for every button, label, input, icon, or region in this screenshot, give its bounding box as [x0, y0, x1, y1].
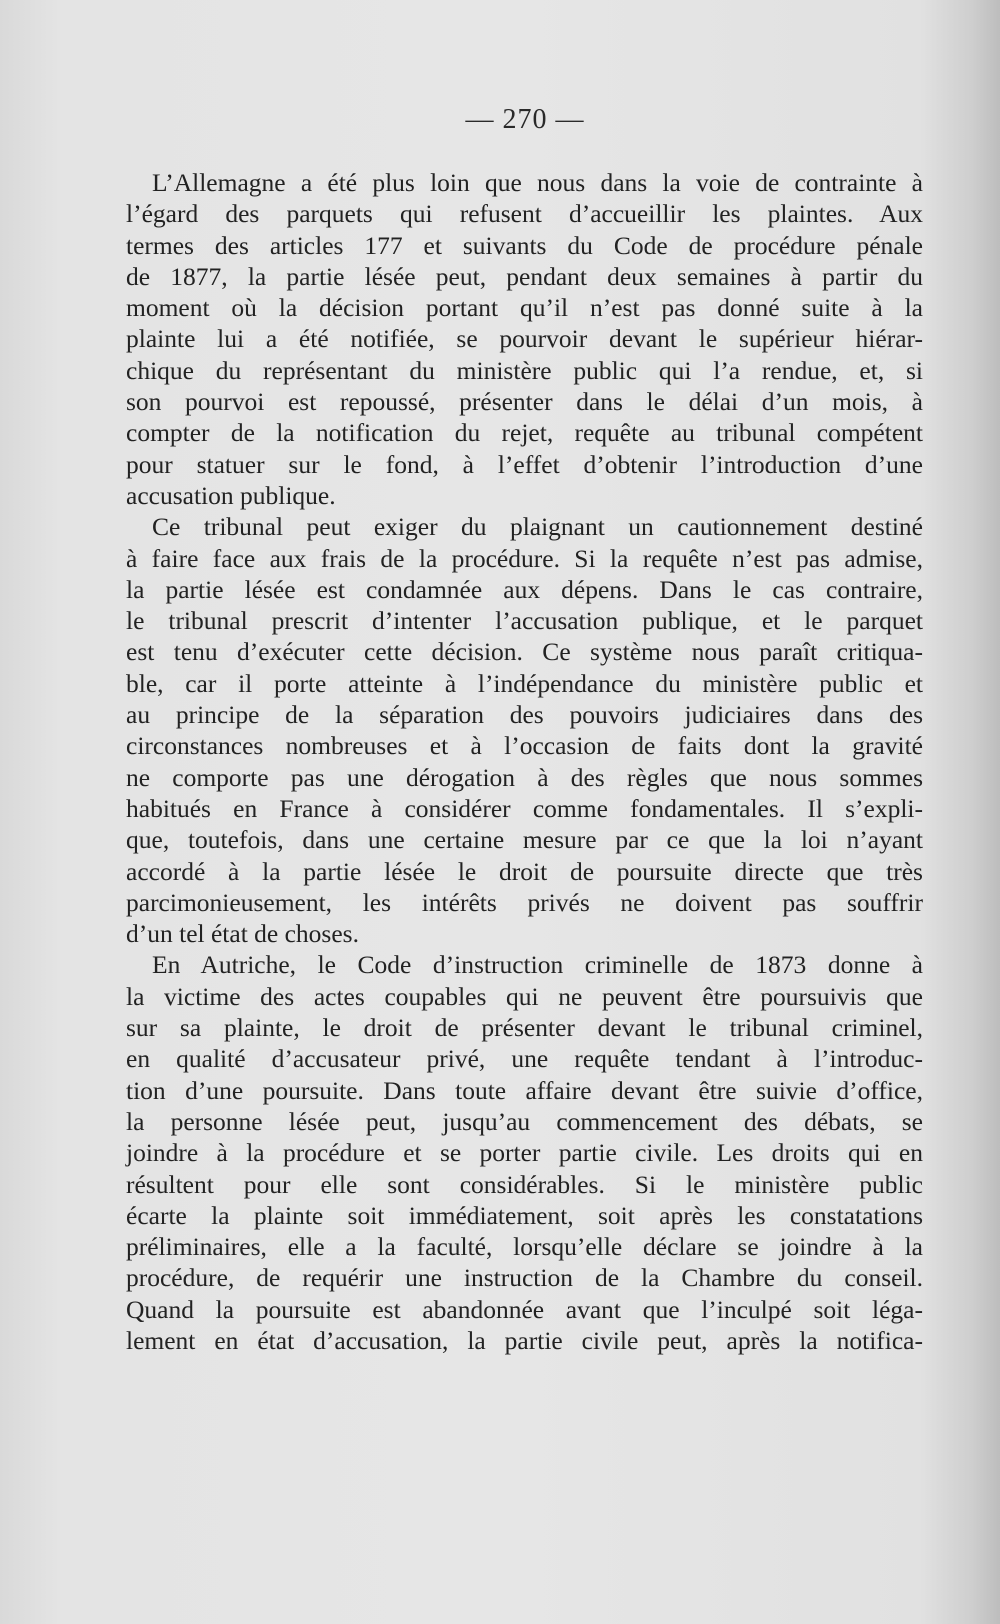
- page-number: — 270 —: [465, 104, 585, 135]
- text-line: son pourvoi est repoussé, présenter dans le délai d’un mois, à: [126, 387, 923, 417]
- text-line: compter de la notification du rejet, requête au tribunal compétent: [126, 418, 923, 448]
- text-line: En Autriche, le Code d’instruction criminelle de 1873 donne à: [152, 950, 923, 980]
- text-line: ne comporte pas une dérogation à des règles que nous sommes: [126, 762, 923, 792]
- text-line: Ce tribunal peut exiger du plaignant un cautionnement destiné: [152, 512, 923, 542]
- text-line: habitués en France à considérer comme fondamentales. Il s’expli-: [126, 793, 923, 823]
- text-line: procédure, de requérir une instruction de la Chambre du conseil.: [126, 1263, 923, 1293]
- text-line: termes des articles 177 et suivants du Code de procédure pénale: [126, 230, 923, 260]
- text-line: pour statuer sur le fond, à l’effet d’obtenir l’introduction d’une: [126, 449, 923, 479]
- text-line: moment où la décision portant qu’il n’est pas donné suite à la: [126, 293, 923, 323]
- text-line: chique du représentant du ministère public qui l’a rendue, et, si: [126, 355, 923, 385]
- text-line: en qualité d’accusateur privé, une requête tendant à l’introduc-: [126, 1044, 923, 1074]
- text-line: accusation publique.: [126, 480, 336, 510]
- text-line: tion d’une poursuite. Dans toute affaire devant être suivie d’office,: [126, 1075, 923, 1105]
- text-line: Quand la poursuite est abandonnée avant que l’inculpé soit léga-: [126, 1294, 923, 1324]
- text-line: joindre à la procédure et se porter partie civile. Les droits qui en: [126, 1138, 923, 1168]
- text-line: préliminaires, elle a la faculté, lorsqu’elle déclare se joindre à la: [126, 1232, 923, 1262]
- text-line: ble, car il porte atteinte à l’indépendance du ministère public et: [126, 668, 923, 698]
- text-line: le tribunal prescrit d’intenter l’accusation publique, et le parquet: [126, 606, 923, 636]
- text-line: à faire face aux frais de la procédure. Si la requête n’est pas admise,: [126, 543, 923, 573]
- text-line: d’un tel état de choses.: [126, 919, 359, 949]
- text-line: l’égard des parquets qui refusent d’accueillir les plaintes. Aux: [126, 199, 923, 229]
- text-line: plainte lui a été notifiée, se pourvoir devant le supérieur hiérar-: [126, 324, 923, 354]
- text-line: la victime des actes coupables qui ne peuvent être poursuivis que: [126, 981, 923, 1011]
- text-line: la partie lésée est condamnée aux dépens. Dans le cas contraire,: [126, 574, 923, 604]
- text-line: accordé à la partie lésée le droit de poursuite directe que très: [126, 856, 923, 886]
- text-line: que, toutefois, dans une certaine mesure par ce que la loi n’ayant: [126, 825, 923, 855]
- text-line: écarte la plainte soit immédiatement, soit après les constatations: [126, 1200, 923, 1230]
- text-line: sur sa plainte, le droit de présenter devant le tribunal criminel,: [126, 1013, 923, 1043]
- text-line: circonstances nombreuses et à l’occasion de faits dont la gravité: [126, 731, 923, 761]
- text-line: de 1877, la partie lésée peut, pendant deux semaines à partir du: [126, 261, 923, 291]
- text-line: parcimonieusement, les intérêts privés ne doivent pas souffrir: [126, 887, 923, 917]
- body-text: [126, 167, 923, 1356]
- text-line: résultent pour elle sont considérables. Si le ministère public: [126, 1169, 923, 1199]
- text-line: L’Allemagne a été plus loin que nous dans la voie de contrainte à: [152, 168, 923, 197]
- text-line: au principe de la séparation des pouvoirs judiciaires dans des: [126, 700, 923, 730]
- text-line: la personne lésée peut, jusqu’au commencement des débats, se: [126, 1106, 923, 1136]
- text-line: lement en état d’accusation, la partie civile peut, après la notifica-: [126, 1325, 923, 1355]
- text-line: est tenu d’exécuter cette décision. Ce système nous paraît critiqua-: [126, 637, 923, 667]
